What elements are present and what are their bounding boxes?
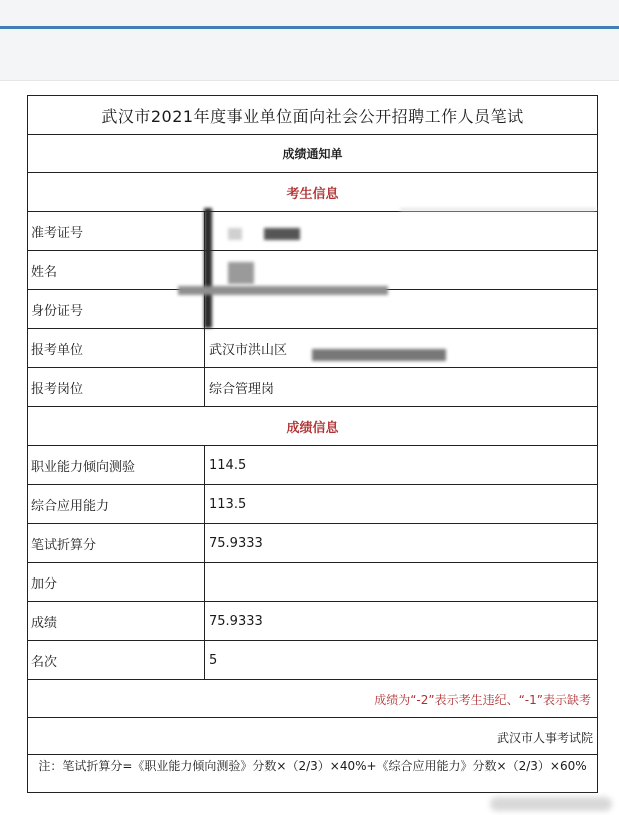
document-subtitle: 成绩通知单	[282, 147, 343, 161]
title-row	[28, 96, 597, 135]
candidate-section-row	[28, 173, 597, 212]
total-score-value: 75.9333	[209, 613, 263, 629]
applied-ability-row	[28, 485, 597, 524]
browser-header-bar	[0, 0, 619, 81]
aptitude-test-score: 114.5	[209, 457, 247, 473]
redaction-block	[264, 228, 300, 240]
score-notice-table	[27, 95, 598, 793]
document-title: 武汉市2021年度事业单位面向社会公开招聘工作人员笔试	[101, 106, 524, 126]
converted-score-value: 75.9333	[209, 535, 263, 551]
aptitude-test-label: 职业能力倾向测验	[28, 446, 205, 484]
issuer-row	[28, 718, 597, 755]
issuer-text: 武汉市人事考试院	[496, 731, 593, 745]
applied-unit-value: 武汉市洪山区	[209, 342, 288, 358]
aptitude-test-row	[28, 446, 597, 485]
redaction-block	[312, 349, 446, 361]
score-section-row	[28, 407, 597, 446]
exam-number-row	[28, 212, 597, 251]
total-score-row	[28, 602, 597, 641]
rank-value: 5	[209, 652, 218, 668]
redaction-stripe	[400, 208, 596, 211]
header-accent-line	[0, 26, 619, 29]
candidate-section-heading: 考生信息	[286, 186, 339, 202]
name-row	[28, 251, 597, 290]
converted-score-row	[28, 524, 597, 563]
applied-ability-score: 113.5	[209, 496, 247, 512]
converted-score-label: 笔试折算分	[28, 524, 205, 562]
rank-row	[28, 641, 597, 680]
id-number-value	[205, 290, 597, 328]
exam-number-label: 准考证号	[28, 212, 205, 250]
redaction-bar	[204, 208, 212, 328]
remark-row	[28, 680, 597, 718]
bonus-label: 加分	[28, 563, 205, 601]
subtitle-row	[28, 135, 597, 173]
score-section-heading: 成绩信息	[286, 420, 339, 436]
name-value	[205, 251, 597, 289]
name-label: 姓名	[28, 251, 205, 289]
remark-text: 成绩为“-2”表示考生违纪、“-1”表示缺考	[374, 693, 591, 707]
applied-ability-label: 综合应用能力	[28, 485, 205, 523]
applied-position-value: 综合管理岗	[209, 381, 275, 397]
formula-note: 注：笔试折算分=《职业能力倾向测验》分数×（2/3）×40%+《综合应用能力》分数×（2/3）×60%	[38, 759, 587, 773]
redaction-block	[228, 262, 254, 284]
applied-position-row	[28, 368, 597, 407]
redaction-block	[228, 228, 242, 240]
bonus-value	[205, 563, 597, 601]
rank-label: 名次	[28, 641, 205, 679]
applied-position-label: 报考岗位	[28, 368, 205, 406]
watermark-blur	[490, 797, 612, 811]
redaction-stripe	[178, 286, 388, 295]
id-number-row	[28, 290, 597, 329]
bonus-row	[28, 563, 597, 602]
total-score-label: 成绩	[28, 602, 205, 640]
formula-note-row	[28, 755, 597, 793]
applied-unit-label: 报考单位	[28, 329, 205, 367]
id-number-label: 身份证号	[28, 290, 205, 328]
